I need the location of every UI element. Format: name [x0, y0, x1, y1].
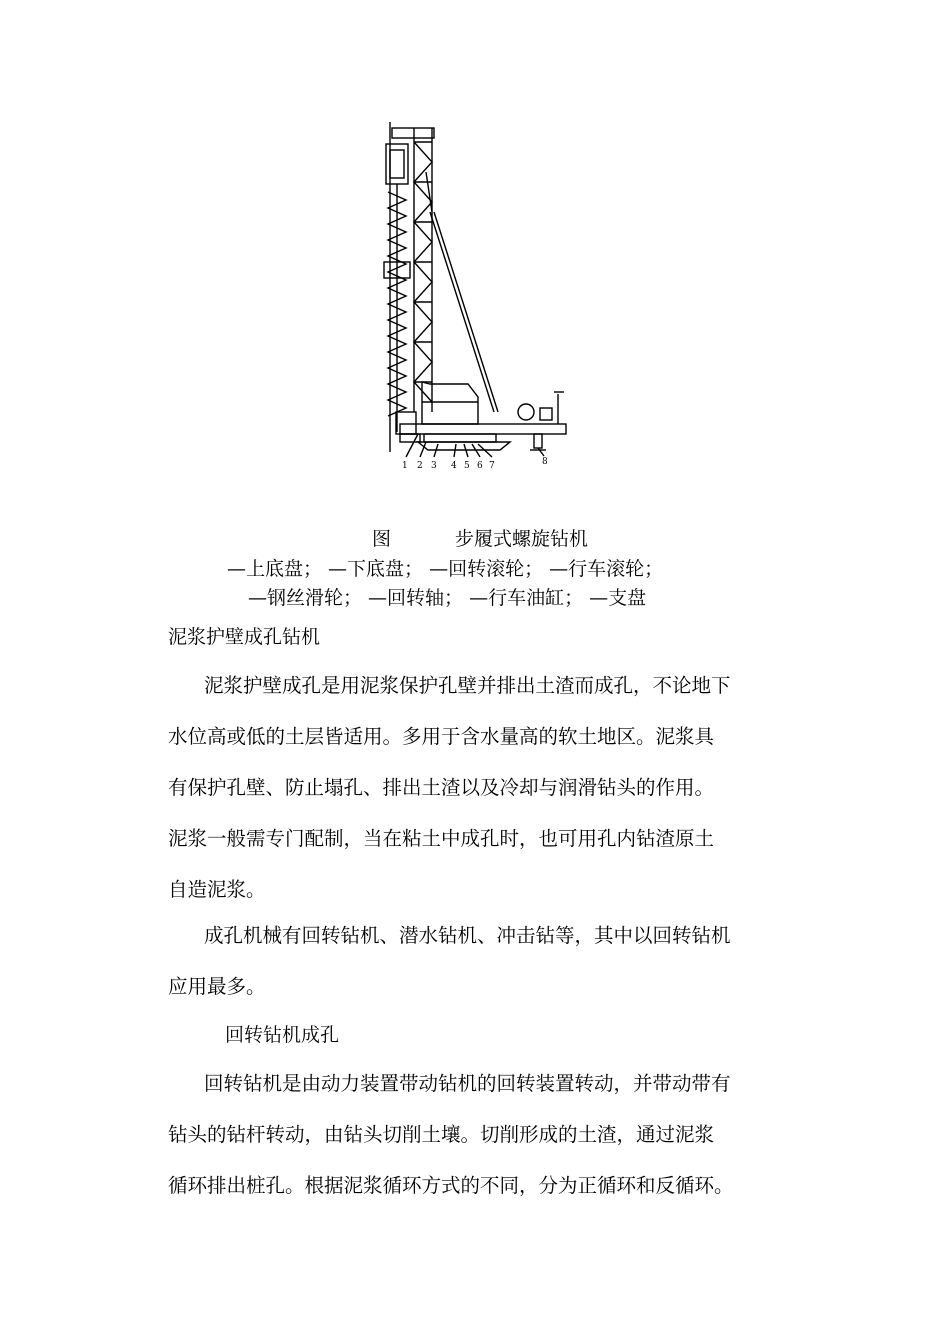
text-line: 泥浆一般需专门配制，当在粘土中成孔时，也可用孔内钻渣原土 [168, 827, 715, 850]
figure-caption-title [372, 527, 588, 551]
drilling-rig-drawing [360, 112, 580, 480]
part-number-1: 1 [402, 461, 408, 471]
text-line: 有保护孔壁、防止塌孔、排出土渣以及冷却与润滑钻头的作用。 [168, 776, 715, 799]
text-line: 自造泥浆。 [168, 878, 266, 901]
paragraph-mud-wall-intro [168, 668, 808, 923]
paragraph-rotary-drill [168, 1066, 808, 1219]
drilling-rig-figure [360, 112, 580, 480]
paragraph-drill-types [168, 918, 808, 1020]
text-line: 钻头的钻杆转动，由钻头切削土壤。切削形成的土渣，通过泥浆 [168, 1123, 715, 1146]
section-heading-rotary-drill: 回转钻机成孔 [225, 1024, 340, 1046]
part-number-3: 3 [431, 461, 437, 471]
caption-title: 步履式螺旋钻机 [455, 528, 589, 550]
part-number-8: 8 [542, 457, 548, 467]
figure-legend-line-2: —钢丝滑轮； —回转轴； —行车油缸； —支盘 [248, 587, 647, 609]
text-line: 应用最多。 [168, 975, 266, 998]
part-number-2: 2 [417, 461, 423, 471]
part-number-6: 6 [477, 461, 483, 471]
part-number-7: 7 [489, 461, 495, 471]
text-line: 成孔机械有回转钻机、潜水钻机、冲击钻等，其中以回转钻机 [204, 924, 731, 947]
part-number-5: 5 [464, 461, 470, 471]
text-line: 水位高或低的土层皆适用。多用于含水量高的软土地区。泥浆具 [168, 725, 715, 748]
text-line: 泥浆护壁成孔是用泥浆保护孔壁并排出土渣而成孔，不论地下 [204, 674, 731, 697]
text-line: 回转钻机是由动力装置带动钻机的回转装置转动，并带动带有 [204, 1072, 731, 1095]
figure-legend-line-1: —上底盘； —下底盘； —回转滚轮； —行车滚轮； [227, 558, 664, 580]
text-line: 循环排出桩孔。根据泥浆循环方式的不同，分为正循环和反循环。 [168, 1174, 734, 1197]
section-heading-mud-wall-drill: 泥浆护壁成孔钻机 [168, 626, 321, 648]
part-number-4: 4 [451, 461, 457, 471]
caption-prefix: 图 [372, 528, 392, 550]
